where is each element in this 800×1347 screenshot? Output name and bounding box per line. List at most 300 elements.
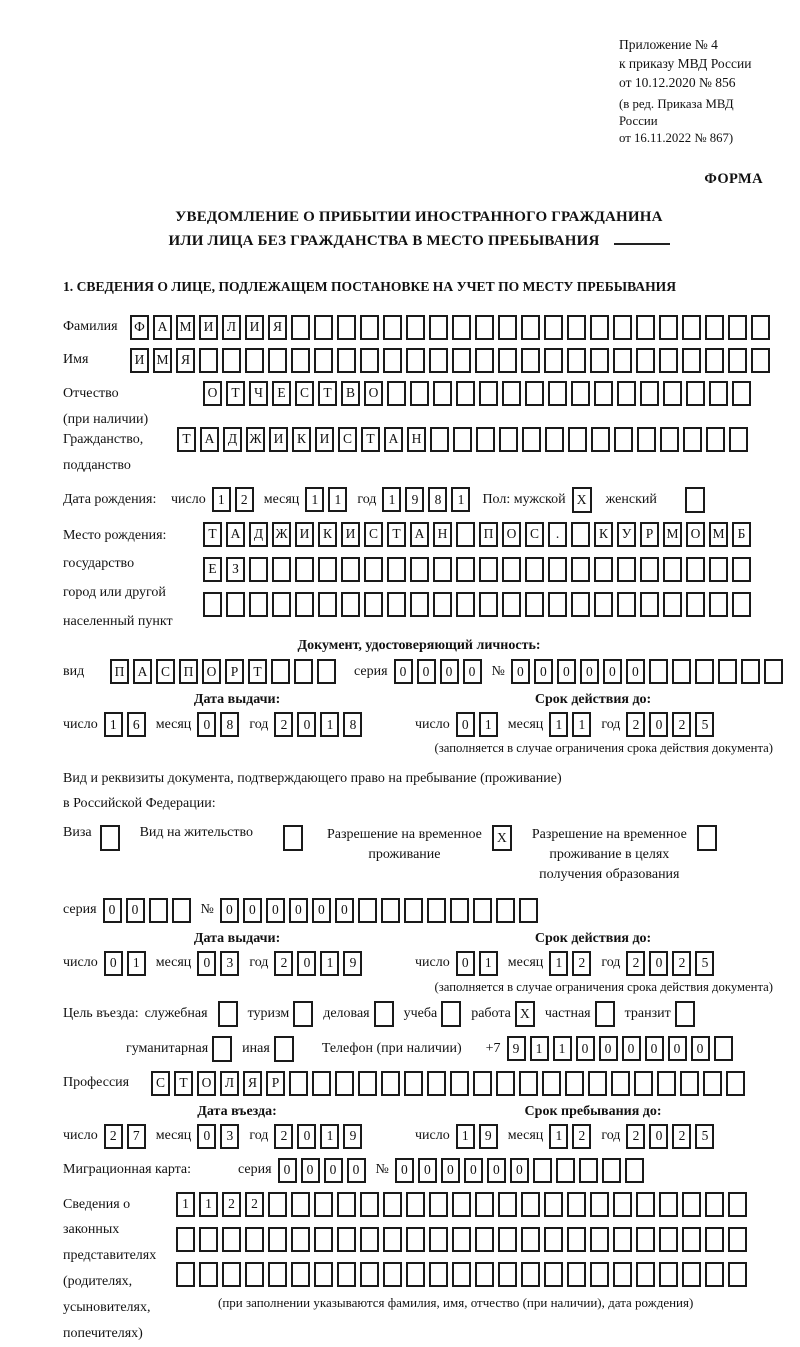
char-cell[interactable]: П <box>110 659 129 684</box>
char-cell[interactable] <box>314 315 333 340</box>
char-cell[interactable] <box>176 1262 195 1287</box>
char-cell[interactable] <box>751 315 770 340</box>
char-cell[interactable]: 0 <box>417 659 436 684</box>
char-cell[interactable] <box>729 427 748 452</box>
char-cell[interactable] <box>521 315 540 340</box>
char-cell[interactable] <box>659 315 678 340</box>
char-cell[interactable]: Т <box>248 659 267 684</box>
char-cell[interactable] <box>312 1071 331 1096</box>
char-cell[interactable] <box>728 348 747 373</box>
char-cell[interactable] <box>476 427 495 452</box>
char-cell[interactable]: С <box>364 522 383 547</box>
char-cell[interactable]: 1 <box>320 712 339 737</box>
char-cell[interactable] <box>498 1227 517 1252</box>
char-cell[interactable] <box>475 1227 494 1252</box>
char-cell[interactable] <box>387 592 406 617</box>
char-cell[interactable] <box>613 1192 632 1217</box>
char-cell[interactable] <box>567 348 586 373</box>
char-cell[interactable] <box>634 1071 653 1096</box>
char-cell[interactable] <box>450 1071 469 1096</box>
char-cell[interactable] <box>473 898 492 923</box>
char-cell[interactable] <box>567 315 586 340</box>
char-cell[interactable] <box>453 427 472 452</box>
char-cell[interactable] <box>636 315 655 340</box>
char-cell[interactable]: 2 <box>235 487 254 512</box>
char-cell[interactable]: 2 <box>672 951 691 976</box>
char-cell[interactable]: 2 <box>274 951 293 976</box>
char-cell[interactable]: 0 <box>197 712 216 737</box>
char-cell[interactable]: С <box>338 427 357 452</box>
char-cell[interactable]: 2 <box>626 951 645 976</box>
char-cell[interactable]: Т <box>203 522 222 547</box>
char-cell[interactable]: А <box>200 427 219 452</box>
char-cell[interactable]: С <box>295 381 314 406</box>
char-cell[interactable] <box>341 592 360 617</box>
char-cell[interactable] <box>705 315 724 340</box>
char-cell[interactable] <box>337 315 356 340</box>
char-cell[interactable]: К <box>318 522 337 547</box>
char-cell[interactable] <box>613 315 632 340</box>
char-cell[interactable]: 2 <box>274 712 293 737</box>
char-cell[interactable]: А <box>384 427 403 452</box>
char-cell[interactable]: 1 <box>320 951 339 976</box>
char-cell[interactable]: 0 <box>603 659 622 684</box>
char-cell[interactable] <box>429 1192 448 1217</box>
char-cell[interactable]: 6 <box>127 712 146 737</box>
char-cell[interactable] <box>456 592 475 617</box>
char-cell[interactable] <box>728 1227 747 1252</box>
purpose-other-checkbox[interactable] <box>274 1036 294 1062</box>
char-cell[interactable] <box>245 1227 264 1252</box>
char-cell[interactable] <box>571 592 590 617</box>
char-cell[interactable] <box>545 427 564 452</box>
purpose-humanitarian-checkbox[interactable] <box>212 1036 232 1062</box>
char-cell[interactable]: 9 <box>405 487 424 512</box>
char-cell[interactable]: 0 <box>220 898 239 923</box>
male-checkbox[interactable]: X <box>572 487 592 513</box>
char-cell[interactable]: 1 <box>176 1192 195 1217</box>
char-cell[interactable]: О <box>197 1071 216 1096</box>
char-cell[interactable] <box>406 1262 425 1287</box>
char-cell[interactable] <box>337 1262 356 1287</box>
char-cell[interactable]: 0 <box>297 712 316 737</box>
char-cell[interactable]: О <box>686 522 705 547</box>
char-cell[interactable] <box>268 1262 287 1287</box>
char-cell[interactable]: 1 <box>127 951 146 976</box>
char-cell[interactable] <box>387 381 406 406</box>
char-cell[interactable] <box>659 1227 678 1252</box>
char-cell[interactable] <box>314 1262 333 1287</box>
char-cell[interactable] <box>636 348 655 373</box>
char-cell[interactable] <box>590 1227 609 1252</box>
char-cell[interactable]: А <box>410 522 429 547</box>
char-cell[interactable]: 0 <box>197 1124 216 1149</box>
char-cell[interactable] <box>571 381 590 406</box>
char-cell[interactable] <box>695 659 714 684</box>
char-cell[interactable]: П <box>179 659 198 684</box>
char-cell[interactable] <box>663 381 682 406</box>
char-cell[interactable]: Д <box>249 522 268 547</box>
female-checkbox[interactable] <box>685 487 705 513</box>
char-cell[interactable]: 2 <box>672 712 691 737</box>
char-cell[interactable] <box>314 1192 333 1217</box>
char-cell[interactable] <box>521 1192 540 1217</box>
char-cell[interactable] <box>430 427 449 452</box>
char-cell[interactable]: Н <box>433 522 452 547</box>
char-cell[interactable]: 0 <box>126 898 145 923</box>
char-cell[interactable] <box>751 348 770 373</box>
char-cell[interactable]: 5 <box>695 712 714 737</box>
char-cell[interactable]: 0 <box>463 659 482 684</box>
char-cell[interactable] <box>318 592 337 617</box>
char-cell[interactable] <box>660 427 679 452</box>
char-cell[interactable] <box>659 1262 678 1287</box>
char-cell[interactable]: А <box>153 315 172 340</box>
char-cell[interactable]: 0 <box>626 659 645 684</box>
char-cell[interactable]: 3 <box>220 951 239 976</box>
char-cell[interactable] <box>732 381 751 406</box>
char-cell[interactable]: З <box>226 557 245 582</box>
char-cell[interactable]: 0 <box>243 898 262 923</box>
char-cell[interactable]: 0 <box>649 712 668 737</box>
char-cell[interactable]: 0 <box>335 898 354 923</box>
purpose-official-checkbox[interactable] <box>218 1001 238 1027</box>
char-cell[interactable] <box>452 1262 471 1287</box>
char-cell[interactable] <box>498 315 517 340</box>
char-cell[interactable]: 1 <box>199 1192 218 1217</box>
purpose-transit-checkbox[interactable] <box>675 1001 695 1027</box>
char-cell[interactable] <box>590 348 609 373</box>
char-cell[interactable]: Н <box>407 427 426 452</box>
char-cell[interactable] <box>705 1227 724 1252</box>
char-cell[interactable] <box>294 659 313 684</box>
char-cell[interactable] <box>249 592 268 617</box>
char-cell[interactable] <box>640 557 659 582</box>
char-cell[interactable] <box>556 1158 575 1183</box>
residence-permit-checkbox[interactable] <box>283 825 303 851</box>
char-cell[interactable] <box>199 1262 218 1287</box>
char-cell[interactable]: Д <box>223 427 242 452</box>
char-cell[interactable] <box>590 315 609 340</box>
char-cell[interactable]: Ж <box>246 427 265 452</box>
char-cell[interactable] <box>314 1227 333 1252</box>
char-cell[interactable] <box>317 659 336 684</box>
char-cell[interactable]: С <box>525 522 544 547</box>
char-cell[interactable] <box>705 348 724 373</box>
char-cell[interactable]: 0 <box>394 659 413 684</box>
char-cell[interactable] <box>456 381 475 406</box>
char-cell[interactable]: Т <box>387 522 406 547</box>
char-cell[interactable] <box>521 1227 540 1252</box>
char-cell[interactable] <box>496 898 515 923</box>
char-cell[interactable]: О <box>364 381 383 406</box>
char-cell[interactable] <box>525 381 544 406</box>
char-cell[interactable] <box>544 1262 563 1287</box>
char-cell[interactable] <box>682 348 701 373</box>
char-cell[interactable]: 0 <box>456 951 475 976</box>
char-cell[interactable]: И <box>245 315 264 340</box>
visa-checkbox[interactable] <box>100 825 120 851</box>
char-cell[interactable]: 0 <box>278 1158 297 1183</box>
char-cell[interactable] <box>519 898 538 923</box>
char-cell[interactable]: 1 <box>549 951 568 976</box>
char-cell[interactable]: 1 <box>479 712 498 737</box>
char-cell[interactable] <box>499 427 518 452</box>
char-cell[interactable]: Л <box>220 1071 239 1096</box>
char-cell[interactable] <box>475 1192 494 1217</box>
char-cell[interactable]: 5 <box>695 951 714 976</box>
char-cell[interactable] <box>473 1071 492 1096</box>
char-cell[interactable]: 1 <box>530 1036 549 1061</box>
char-cell[interactable] <box>625 1158 644 1183</box>
char-cell[interactable]: 1 <box>549 712 568 737</box>
char-cell[interactable] <box>429 1227 448 1252</box>
char-cell[interactable]: Я <box>243 1071 262 1096</box>
char-cell[interactable] <box>268 348 287 373</box>
char-cell[interactable] <box>272 557 291 582</box>
char-cell[interactable] <box>649 659 668 684</box>
char-cell[interactable] <box>360 1192 379 1217</box>
char-cell[interactable] <box>452 348 471 373</box>
char-cell[interactable] <box>479 592 498 617</box>
char-cell[interactable]: 0 <box>103 898 122 923</box>
char-cell[interactable] <box>406 315 425 340</box>
char-cell[interactable] <box>732 557 751 582</box>
char-cell[interactable] <box>360 348 379 373</box>
char-cell[interactable] <box>686 592 705 617</box>
char-cell[interactable]: 0 <box>580 659 599 684</box>
char-cell[interactable]: А <box>226 522 245 547</box>
char-cell[interactable]: Р <box>640 522 659 547</box>
char-cell[interactable]: П <box>479 522 498 547</box>
char-cell[interactable]: С <box>156 659 175 684</box>
char-cell[interactable]: 8 <box>343 712 362 737</box>
char-cell[interactable]: И <box>130 348 149 373</box>
char-cell[interactable]: Ч <box>249 381 268 406</box>
char-cell[interactable] <box>249 557 268 582</box>
char-cell[interactable] <box>291 348 310 373</box>
char-cell[interactable] <box>548 557 567 582</box>
char-cell[interactable]: В <box>341 381 360 406</box>
char-cell[interactable] <box>659 1192 678 1217</box>
char-cell[interactable]: 9 <box>343 951 362 976</box>
char-cell[interactable] <box>663 557 682 582</box>
char-cell[interactable] <box>706 427 725 452</box>
char-cell[interactable] <box>567 1192 586 1217</box>
char-cell[interactable]: . <box>548 522 567 547</box>
char-cell[interactable]: 8 <box>428 487 447 512</box>
char-cell[interactable]: 0 <box>266 898 285 923</box>
char-cell[interactable]: У <box>617 522 636 547</box>
char-cell[interactable] <box>358 898 377 923</box>
char-cell[interactable] <box>364 557 383 582</box>
char-cell[interactable] <box>709 381 728 406</box>
char-cell[interactable] <box>522 427 541 452</box>
char-cell[interactable]: 9 <box>343 1124 362 1149</box>
char-cell[interactable] <box>199 1227 218 1252</box>
char-cell[interactable] <box>268 1227 287 1252</box>
char-cell[interactable] <box>548 381 567 406</box>
char-cell[interactable] <box>548 592 567 617</box>
char-cell[interactable] <box>544 1227 563 1252</box>
char-cell[interactable]: Б <box>732 522 751 547</box>
char-cell[interactable] <box>682 1192 701 1217</box>
char-cell[interactable]: 0 <box>487 1158 506 1183</box>
temp-residence-edu-checkbox[interactable] <box>697 825 717 851</box>
char-cell[interactable] <box>271 659 290 684</box>
char-cell[interactable]: 0 <box>301 1158 320 1183</box>
char-cell[interactable]: 2 <box>626 712 645 737</box>
char-cell[interactable]: 5 <box>695 1124 714 1149</box>
char-cell[interactable]: 2 <box>222 1192 241 1217</box>
char-cell[interactable] <box>502 381 521 406</box>
char-cell[interactable] <box>714 1036 733 1061</box>
char-cell[interactable]: О <box>203 381 222 406</box>
char-cell[interactable]: 0 <box>649 1124 668 1149</box>
char-cell[interactable]: Т <box>174 1071 193 1096</box>
char-cell[interactable] <box>728 1192 747 1217</box>
char-cell[interactable] <box>617 381 636 406</box>
char-cell[interactable] <box>588 1071 607 1096</box>
char-cell[interactable] <box>337 1192 356 1217</box>
char-cell[interactable]: К <box>292 427 311 452</box>
char-cell[interactable] <box>245 1262 264 1287</box>
char-cell[interactable] <box>672 659 691 684</box>
char-cell[interactable]: Я <box>268 315 287 340</box>
char-cell[interactable] <box>410 557 429 582</box>
char-cell[interactable] <box>521 1262 540 1287</box>
char-cell[interactable] <box>245 348 264 373</box>
char-cell[interactable] <box>544 315 563 340</box>
char-cell[interactable]: 0 <box>691 1036 710 1061</box>
char-cell[interactable] <box>360 315 379 340</box>
char-cell[interactable] <box>404 898 423 923</box>
char-cell[interactable] <box>682 315 701 340</box>
char-cell[interactable]: 0 <box>197 951 216 976</box>
char-cell[interactable]: 1 <box>451 487 470 512</box>
char-cell[interactable] <box>383 1262 402 1287</box>
char-cell[interactable] <box>452 1227 471 1252</box>
char-cell[interactable] <box>565 1071 584 1096</box>
char-cell[interactable] <box>686 381 705 406</box>
char-cell[interactable]: 0 <box>668 1036 687 1061</box>
char-cell[interactable] <box>450 898 469 923</box>
char-cell[interactable]: 0 <box>534 659 553 684</box>
char-cell[interactable] <box>337 1227 356 1252</box>
char-cell[interactable]: 3 <box>220 1124 239 1149</box>
char-cell[interactable] <box>429 348 448 373</box>
char-cell[interactable] <box>404 1071 423 1096</box>
char-cell[interactable]: 1 <box>320 1124 339 1149</box>
char-cell[interactable] <box>222 1227 241 1252</box>
char-cell[interactable] <box>433 592 452 617</box>
char-cell[interactable] <box>475 348 494 373</box>
char-cell[interactable] <box>268 1192 287 1217</box>
char-cell[interactable] <box>383 348 402 373</box>
char-cell[interactable] <box>452 315 471 340</box>
char-cell[interactable] <box>594 557 613 582</box>
char-cell[interactable]: 0 <box>440 659 459 684</box>
char-cell[interactable]: 0 <box>347 1158 366 1183</box>
char-cell[interactable]: 1 <box>212 487 231 512</box>
char-cell[interactable] <box>427 898 446 923</box>
char-cell[interactable] <box>383 1192 402 1217</box>
char-cell[interactable] <box>682 1262 701 1287</box>
char-cell[interactable] <box>498 348 517 373</box>
char-cell[interactable] <box>594 592 613 617</box>
char-cell[interactable] <box>456 522 475 547</box>
char-cell[interactable] <box>533 1158 552 1183</box>
char-cell[interactable] <box>291 315 310 340</box>
char-cell[interactable]: Т <box>177 427 196 452</box>
char-cell[interactable]: 0 <box>324 1158 343 1183</box>
char-cell[interactable] <box>709 592 728 617</box>
char-cell[interactable] <box>544 1192 563 1217</box>
char-cell[interactable]: 1 <box>328 487 347 512</box>
char-cell[interactable] <box>360 1262 379 1287</box>
char-cell[interactable] <box>291 1262 310 1287</box>
char-cell[interactable]: 0 <box>557 659 576 684</box>
char-cell[interactable]: Ж <box>272 522 291 547</box>
char-cell[interactable] <box>479 557 498 582</box>
char-cell[interactable]: 2 <box>572 951 591 976</box>
char-cell[interactable]: 1 <box>104 712 123 737</box>
char-cell[interactable]: М <box>663 522 682 547</box>
char-cell[interactable] <box>728 1262 747 1287</box>
char-cell[interactable]: 9 <box>479 1124 498 1149</box>
char-cell[interactable]: О <box>502 522 521 547</box>
char-cell[interactable] <box>705 1192 724 1217</box>
char-cell[interactable] <box>617 592 636 617</box>
char-cell[interactable] <box>657 1071 676 1096</box>
char-cell[interactable] <box>705 1262 724 1287</box>
char-cell[interactable]: Е <box>203 557 222 582</box>
char-cell[interactable] <box>728 315 747 340</box>
char-cell[interactable] <box>640 381 659 406</box>
char-cell[interactable]: А <box>133 659 152 684</box>
char-cell[interactable]: И <box>295 522 314 547</box>
char-cell[interactable] <box>544 348 563 373</box>
char-cell[interactable] <box>726 1071 745 1096</box>
char-cell[interactable] <box>203 592 222 617</box>
char-cell[interactable] <box>567 1227 586 1252</box>
char-cell[interactable] <box>433 557 452 582</box>
char-cell[interactable] <box>314 348 333 373</box>
char-cell[interactable] <box>289 1071 308 1096</box>
char-cell[interactable] <box>591 427 610 452</box>
char-cell[interactable] <box>496 1071 515 1096</box>
char-cell[interactable] <box>222 1262 241 1287</box>
char-cell[interactable]: 9 <box>507 1036 526 1061</box>
char-cell[interactable] <box>149 898 168 923</box>
char-cell[interactable] <box>703 1071 722 1096</box>
char-cell[interactable] <box>429 1262 448 1287</box>
char-cell[interactable] <box>594 381 613 406</box>
char-cell[interactable] <box>732 592 751 617</box>
char-cell[interactable]: О <box>202 659 221 684</box>
purpose-tourism-checkbox[interactable] <box>293 1001 313 1027</box>
char-cell[interactable]: Л <box>222 315 241 340</box>
char-cell[interactable] <box>222 348 241 373</box>
char-cell[interactable] <box>521 348 540 373</box>
char-cell[interactable]: 1 <box>572 712 591 737</box>
char-cell[interactable]: 1 <box>305 487 324 512</box>
char-cell[interactable] <box>475 1262 494 1287</box>
char-cell[interactable] <box>452 1192 471 1217</box>
char-cell[interactable] <box>636 1227 655 1252</box>
char-cell[interactable] <box>686 557 705 582</box>
char-cell[interactable]: 0 <box>464 1158 483 1183</box>
